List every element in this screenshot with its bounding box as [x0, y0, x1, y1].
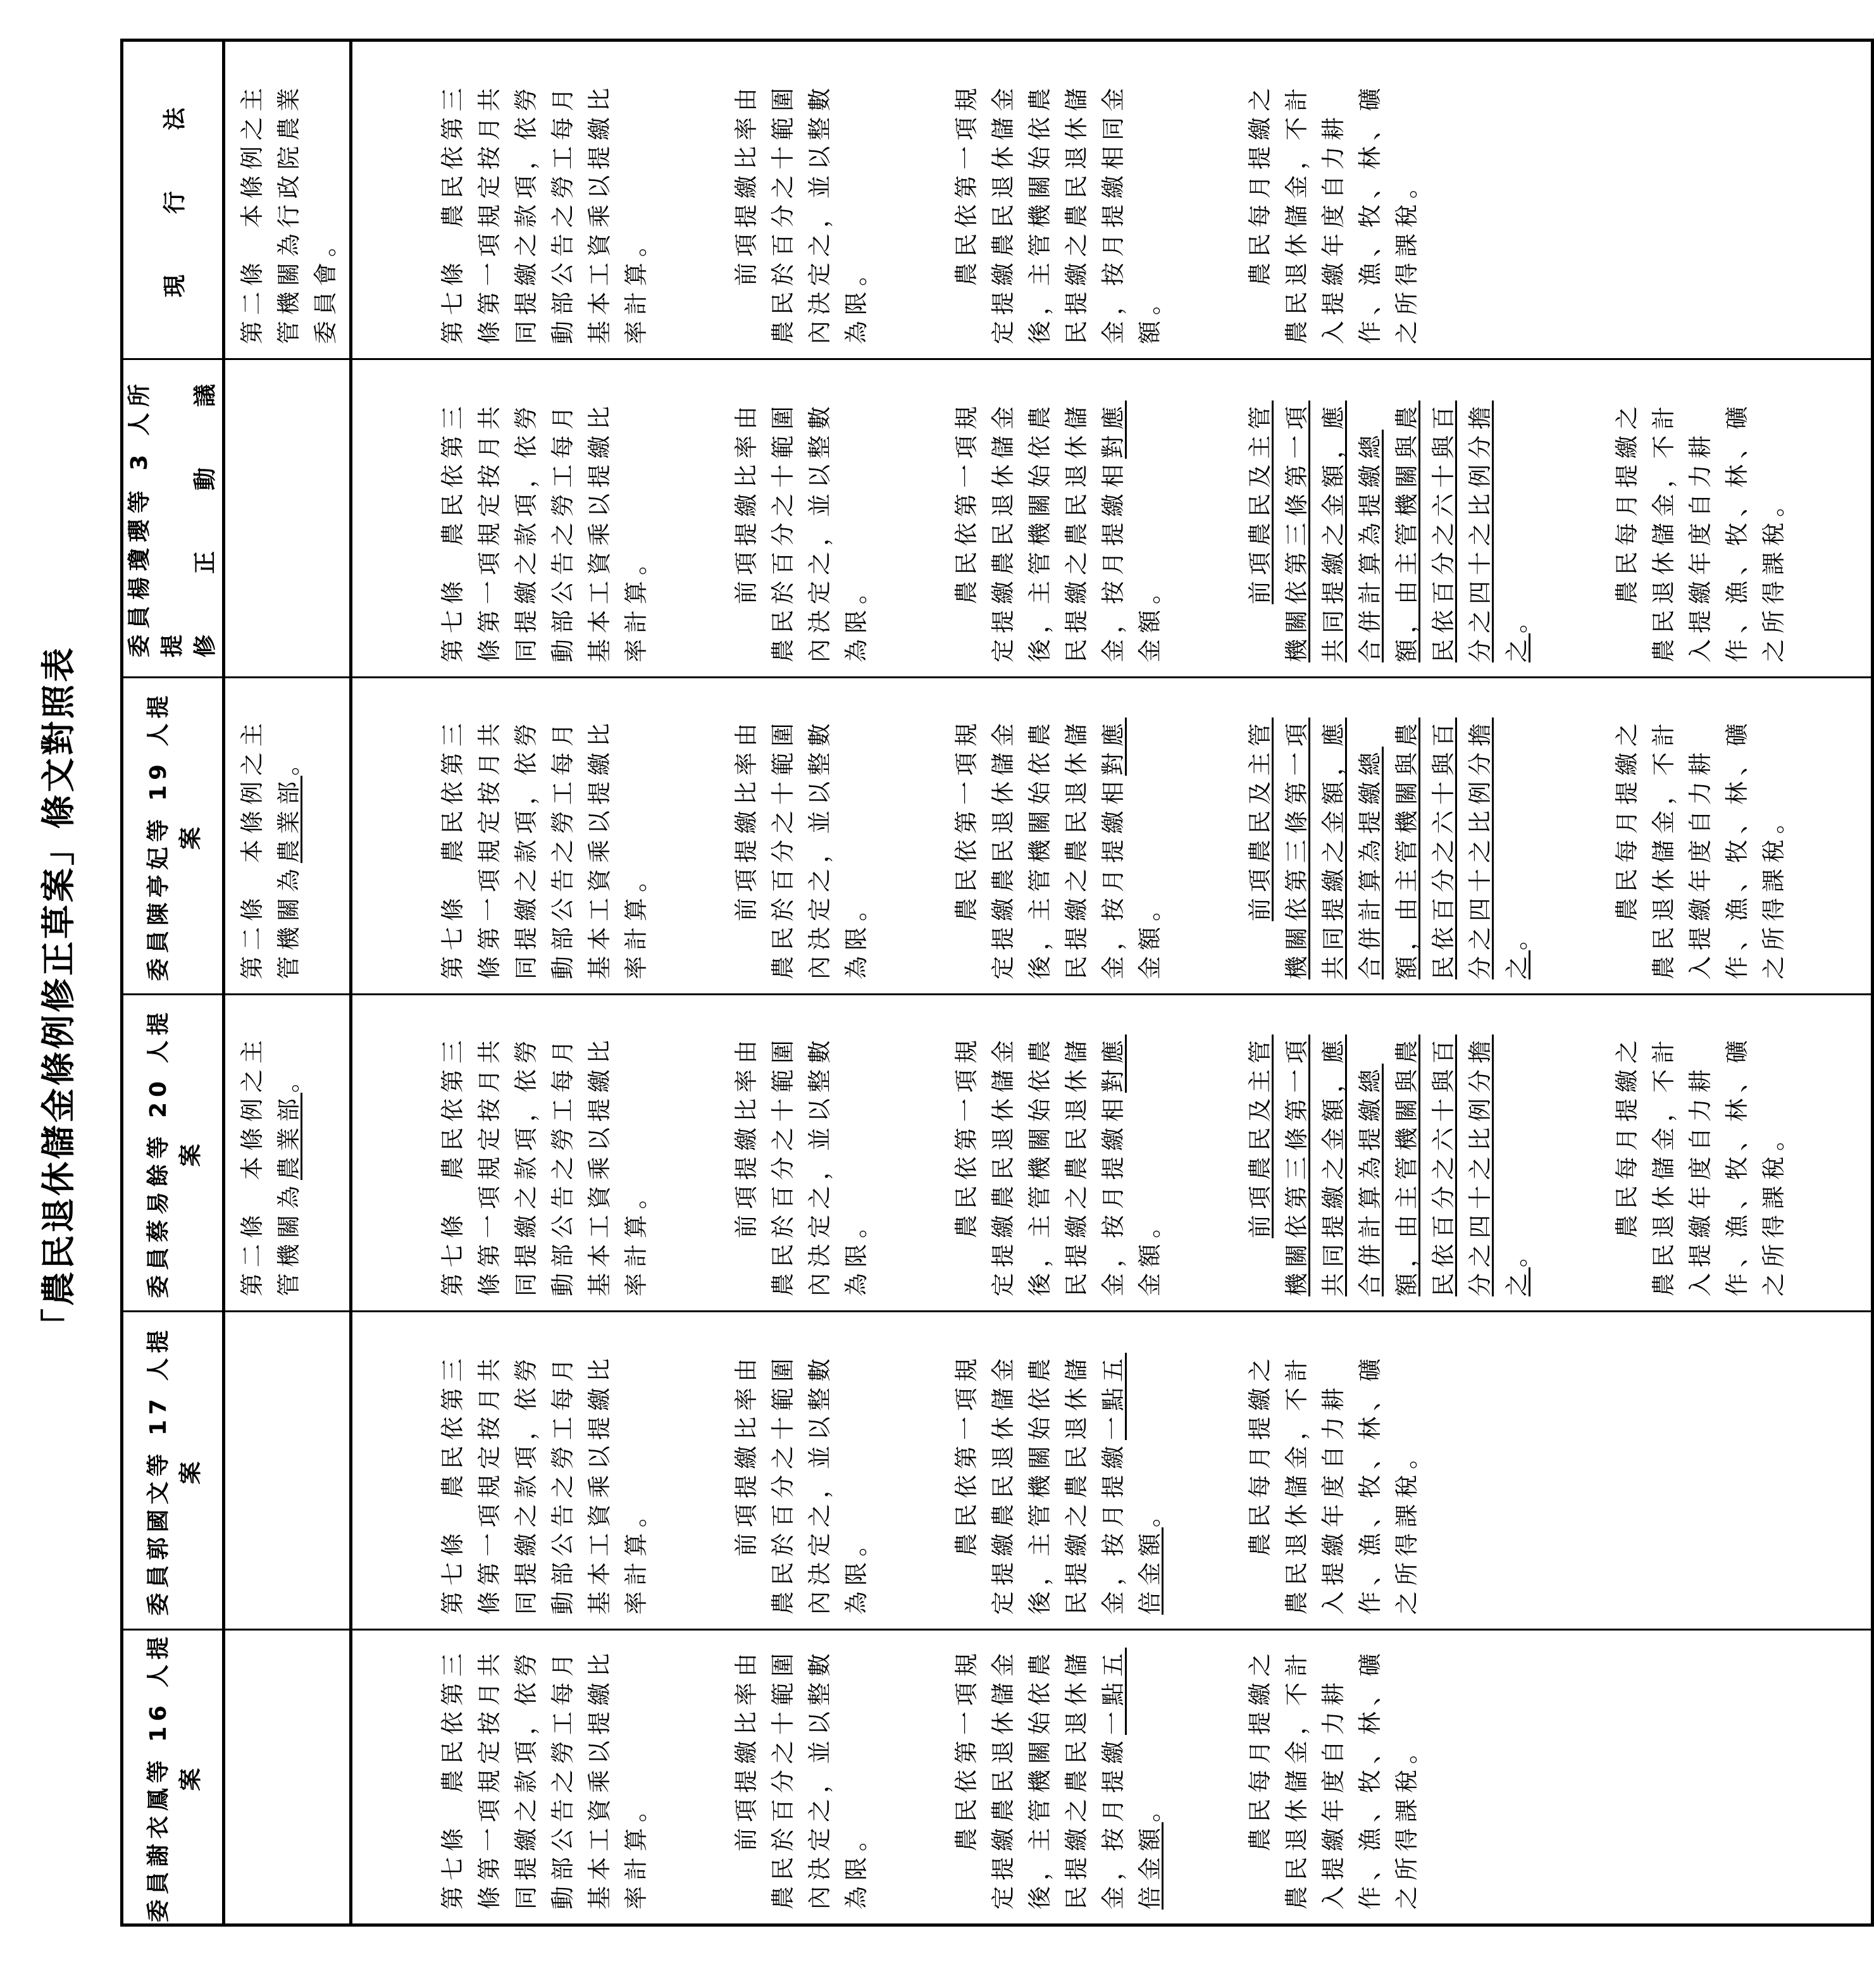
header-yang-line1: 委員楊瓊瓔等 3 人所提 [127, 379, 185, 657]
amended-text: 對應 [1100, 1034, 1127, 1093]
art7-current-law [351, 40, 1873, 359]
amended-text: 前項農民及主管機關依第三條第一項共同提繳之金額，應合併計算為提繳總額，由主管機關與農民依百分之六十與百分之四十之比例分擔之 [1246, 1034, 1530, 1296]
paragraph-4: 前項農民及主管機關依第三條第一項共同提繳之金額，應合併計算為提繳總額，由主管機關與農民依百分之六十與百分之四十之比例分擔之。 [1246, 401, 1530, 662]
amended-text: 農業部 [275, 1093, 302, 1180]
art7-xie [351, 1630, 1873, 1925]
paragraph-4: 前項農民及主管機關依第三條第一項共同提繳之金額，應合併計算為提繳總額，由主管機關與農民依百分之六十與百分之四十之比例分擔之。 [1246, 1034, 1530, 1296]
paragraph-last: 農民每月提繳之農民退休儲金，不計入提繳年度自力耕作、漁、牧、林、礦之所得課稅。 [1613, 401, 1787, 662]
header-yang [122, 359, 224, 678]
amended-text: 一點五倍金額 [1100, 1353, 1163, 1615]
amended-text: 前項農民及主管機關依第三條第一項共同提繳之金額，應合併計算為提繳總額，由主管機關與農民依百分之六十與百分之四十之比例分擔之 [1246, 401, 1530, 662]
paragraph-1: 第七條 農民依第三條第一項規定按月共同提繳之款項，依勞動部公告之勞工每月基本工資乘以提繳比率計算。 [439, 718, 650, 979]
art2-current-law: 第二條 本條例之主管機關為行政院農業委員會。 [224, 40, 351, 359]
art2-yang [224, 359, 351, 678]
header-xie: 委員謝衣鳳等 16 人提案 [122, 1630, 224, 1925]
paragraph-1: 第七條 農民依第三條第一項規定按月共同提繳之款項，依勞動部公告之勞工每月基本工資乘以提繳比率計算。 [439, 401, 650, 662]
paragraph-2: 前項提繳比率由農民於百分之十範圍內決定之，並以整數為限。 [733, 718, 870, 979]
art2-chen: 第二條 本條例之主管機關為農業部。 [224, 678, 351, 995]
paragraph-1: 第七條 農民依第三條第一項規定按月共同提繳之款項，依勞動部公告之勞工每月基本工資乘以提繳比率計算。 [439, 82, 650, 344]
art2-guo [224, 1312, 351, 1630]
paragraph-3: 農民依第一項規定提繳農民退休儲金後，主管機關始依農民提繳之農民退休儲金，按月提繳一點五倍金額。 [953, 1648, 1163, 1910]
paragraph-1: 第七條 農民依第三條第一項規定按月共同提繳之款項，依勞動部公告之勞工每月基本工資乘以提繳比率計算。 [439, 1034, 650, 1296]
paragraph-3: 農民依第一項規定提繳農民退休儲金後，主管機關始依農民提繳之農民退休儲金，按月提繳相對應金額。 [953, 718, 1163, 979]
art7-cai [351, 995, 1873, 1312]
paragraph-last: 農民每月提繳之農民退休儲金，不計入提繳年度自力耕作、漁、牧、林、礦之所得課稅。 [1246, 1648, 1420, 1910]
header-current-law: 現 行 法 [122, 40, 224, 359]
amended-text: 對應 [1100, 401, 1127, 459]
art7-guo [351, 1312, 1873, 1630]
paragraph-3: 農民依第一項規定提繳農民退休儲金後，主管機關始依農民提繳之農民退休儲金，按月提繳相同金額。 [953, 82, 1163, 344]
amended-text: 對應 [1100, 718, 1127, 776]
paragraph-last: 農民每月提繳之農民退休儲金，不計入提繳年度自力耕作、漁、牧、林、礦之所得課稅。 [1246, 1353, 1420, 1615]
paragraph-2: 前項提繳比率由農民於百分之十範圍內決定之，並以整數為限。 [733, 401, 870, 662]
amended-text: 一點五倍金額 [1100, 1648, 1163, 1910]
paragraph-4: 前項農民及主管機關依第三條第一項共同提繳之金額，應合併計算為提繳總額，由主管機關與農民依百分之六十與百分之四十之比例分擔之。 [1246, 718, 1530, 979]
comparison-table [120, 39, 1874, 1927]
paragraph-3: 農民依第一項規定提繳農民退休儲金後，主管機關始依農民提繳之農民退休儲金，按月提繳一點五倍金額。 [953, 1353, 1163, 1615]
header-yang-line2: 修 正 動 議 [192, 379, 218, 657]
paragraph-3: 農民依第一項規定提繳農民退休儲金後，主管機關始依農民提繳之農民退休儲金，按月提繳相對應金額。 [953, 401, 1163, 662]
art2-cai: 第二條 本條例之主管機關為農業部。 [224, 995, 351, 1312]
header-cai: 委員蔡易餘等 20 人提案 [122, 995, 224, 1312]
header-guo: 委員郭國文等 17 人提案 [122, 1312, 224, 1630]
amended-text: 農業部 [275, 776, 302, 863]
paragraph-2: 前項提繳比率由農民於百分之十範圍內決定之，並以整數為限。 [733, 82, 870, 344]
header-chen: 委員陳亭妃等 19 人提案 [122, 678, 224, 995]
header-row [122, 40, 224, 1925]
article-2-row [224, 40, 351, 1925]
art2-xie [224, 1630, 351, 1925]
document-title: 「農民退休儲金條例修正草案」條文對照表 [39, 645, 78, 1343]
paragraph-last: 農民每月提繳之農民退休儲金，不計入提繳年度自力耕作、漁、牧、林、礦之所得課稅。 [1613, 718, 1787, 979]
paragraph-1: 第七條 農民依第三條第一項規定按月共同提繳之款項，依勞動部公告之勞工每月基本工資乘以提繳比率計算。 [439, 1353, 650, 1615]
paragraph-1: 第七條 農民依第三條第一項規定按月共同提繳之款項，依勞動部公告之勞工每月基本工資乘以提繳比率計算。 [439, 1648, 650, 1910]
paragraph-last: 農民每月提繳之農民退休儲金，不計入提繳年度自力耕作、漁、牧、林、礦之所得課稅。 [1246, 82, 1420, 344]
amended-text: 前項農民及主管機關依第三條第一項共同提繳之金額，應合併計算為提繳總額，由主管機關與農民依百分之六十與百分之四十之比例分擔之 [1246, 718, 1530, 979]
paragraph-3: 農民依第一項規定提繳農民退休儲金後，主管機關始依農民提繳之農民退休儲金，按月提繳相對應金額。 [953, 1034, 1163, 1296]
paragraph-2: 前項提繳比率由農民於百分之十範圍內決定之，並以整數為限。 [733, 1648, 870, 1910]
paragraph-2: 前項提繳比率由農民於百分之十範圍內決定之，並以整數為限。 [733, 1034, 870, 1296]
art7-chen [351, 678, 1873, 995]
paragraph-2: 前項提繳比率由農民於百分之十範圍內決定之，並以整數為限。 [733, 1353, 870, 1615]
article-7-row [351, 40, 1873, 1925]
art7-yang [351, 359, 1873, 678]
paragraph-last: 農民每月提繳之農民退休儲金，不計入提繳年度自力耕作、漁、牧、林、礦之所得課稅。 [1613, 1034, 1787, 1296]
